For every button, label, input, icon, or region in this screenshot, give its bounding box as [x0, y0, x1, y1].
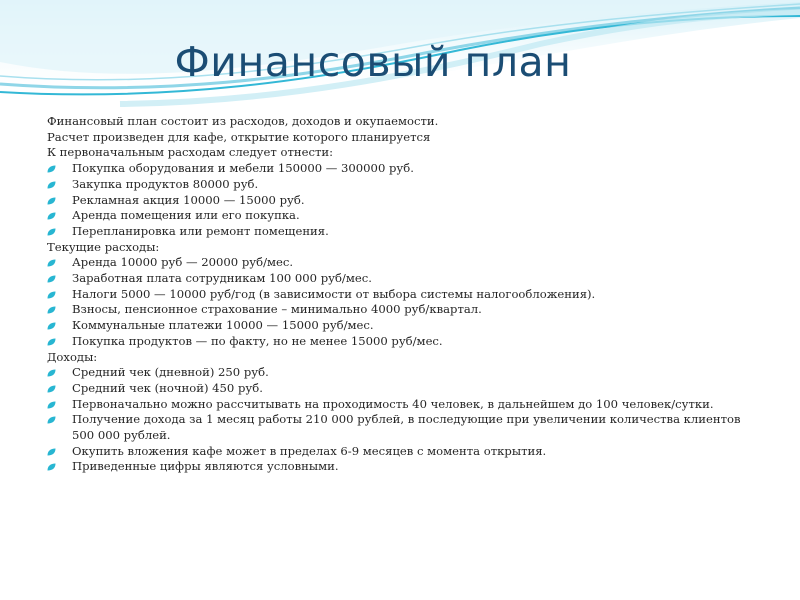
- teal-teardrop-bullet-icon: [47, 385, 56, 393]
- teal-teardrop-bullet-icon: [47, 416, 56, 424]
- list-item-text: Аренда 10000 руб — 20000 руб/мес.: [72, 255, 294, 270]
- teal-teardrop-bullet-icon: [47, 228, 56, 236]
- list-item: [47, 334, 747, 350]
- teal-teardrop-bullet-icon: [47, 259, 56, 267]
- list-item: [47, 318, 747, 334]
- teal-teardrop-bullet-icon: [47, 197, 56, 205]
- list-item-text: Получение дохода за 1 месяц работы 210 000 рублей, в последующие при увеличении количества клиентов 500 000 рублей.: [72, 412, 741, 443]
- teal-teardrop-bullet-icon: [47, 291, 56, 299]
- list-item-text: Окупить вложения кафе может в пределах 6-9 месяцев с момента открытия.: [72, 443, 547, 458]
- list-item: [47, 271, 747, 287]
- list-item-text: Средний чек (ночной) 450 руб.: [72, 380, 263, 395]
- list-item-text: Покупка продуктов — по факту, но не менее 15000 руб/мес.: [72, 333, 443, 348]
- list-item: [47, 177, 747, 193]
- teal-teardrop-bullet-icon: [47, 463, 56, 471]
- teal-teardrop-bullet-icon: [47, 165, 56, 173]
- list-item: [47, 459, 747, 475]
- list-item-text: Приведенные цифры являются условными.: [72, 459, 339, 474]
- teal-teardrop-bullet-icon: [47, 448, 56, 456]
- teal-teardrop-bullet-icon: [47, 306, 56, 314]
- intro-line: Финансовый план состоит из расходов, доходов и окупаемости.: [47, 114, 439, 128]
- current-costs-heading: Текущие расходы:: [47, 239, 160, 254]
- teal-teardrop-bullet-icon: [47, 212, 56, 220]
- income-heading: Доходы:: [47, 349, 98, 364]
- list-item-text: Аренда помещения или его покупка.: [72, 208, 300, 223]
- list-item-text: Перепланировка или ремонт помещения.: [72, 223, 329, 238]
- intro-line: Расчет произведен для кафе, открытие которого планируется: [47, 129, 431, 144]
- slide-title: Финансовый план: [174, 38, 572, 86]
- list-item-text: Закупка продуктов 80000 руб.: [72, 176, 259, 191]
- list-item-text: Взносы, пенсионное страхование – минимально 4000 руб/квартал.: [72, 302, 482, 317]
- slide-body: [47, 114, 747, 475]
- list-item-text: Покупка оборудования и мебели 150000 — 300000 руб.: [72, 161, 414, 176]
- teal-teardrop-bullet-icon: [47, 338, 56, 346]
- teal-teardrop-bullet-icon: [47, 322, 56, 330]
- teal-teardrop-bullet-icon: [47, 275, 56, 283]
- list-item: [47, 224, 747, 240]
- list-item: [47, 255, 747, 271]
- initial-costs-heading: К первоначальным расходам следует отнести:: [47, 145, 333, 160]
- teal-teardrop-bullet-icon: [47, 181, 56, 189]
- list-item: [47, 208, 747, 224]
- teal-teardrop-bullet-icon: [47, 401, 56, 409]
- list-item-text: Первоначально можно рассчитывать на проходимость 40 человек, в дальнейшем до 100 человек/сутки.: [72, 396, 714, 411]
- list-item: [47, 365, 747, 381]
- list-item-text: Налоги 5000 — 10000 руб/год (в зависимости от выбора системы налогообложения).: [72, 286, 596, 301]
- list-item: [47, 381, 747, 397]
- list-item: [47, 412, 747, 443]
- list-item-text: Заработная плата сотрудникам 100 000 руб/мес.: [72, 271, 372, 286]
- list-item: [47, 302, 747, 318]
- list-item: [47, 397, 747, 413]
- teal-teardrop-bullet-icon: [47, 369, 56, 377]
- list-item: [47, 193, 747, 209]
- list-item: [47, 287, 747, 303]
- list-item: [47, 444, 747, 460]
- list-item-text: Коммунальные платежи 10000 — 15000 руб/мес.: [72, 318, 374, 333]
- list-item: [47, 161, 747, 177]
- list-item-text: Рекламная акция 10000 — 15000 руб.: [72, 192, 305, 207]
- list-item-text: Средний чек (дневной) 250 руб.: [72, 365, 269, 380]
